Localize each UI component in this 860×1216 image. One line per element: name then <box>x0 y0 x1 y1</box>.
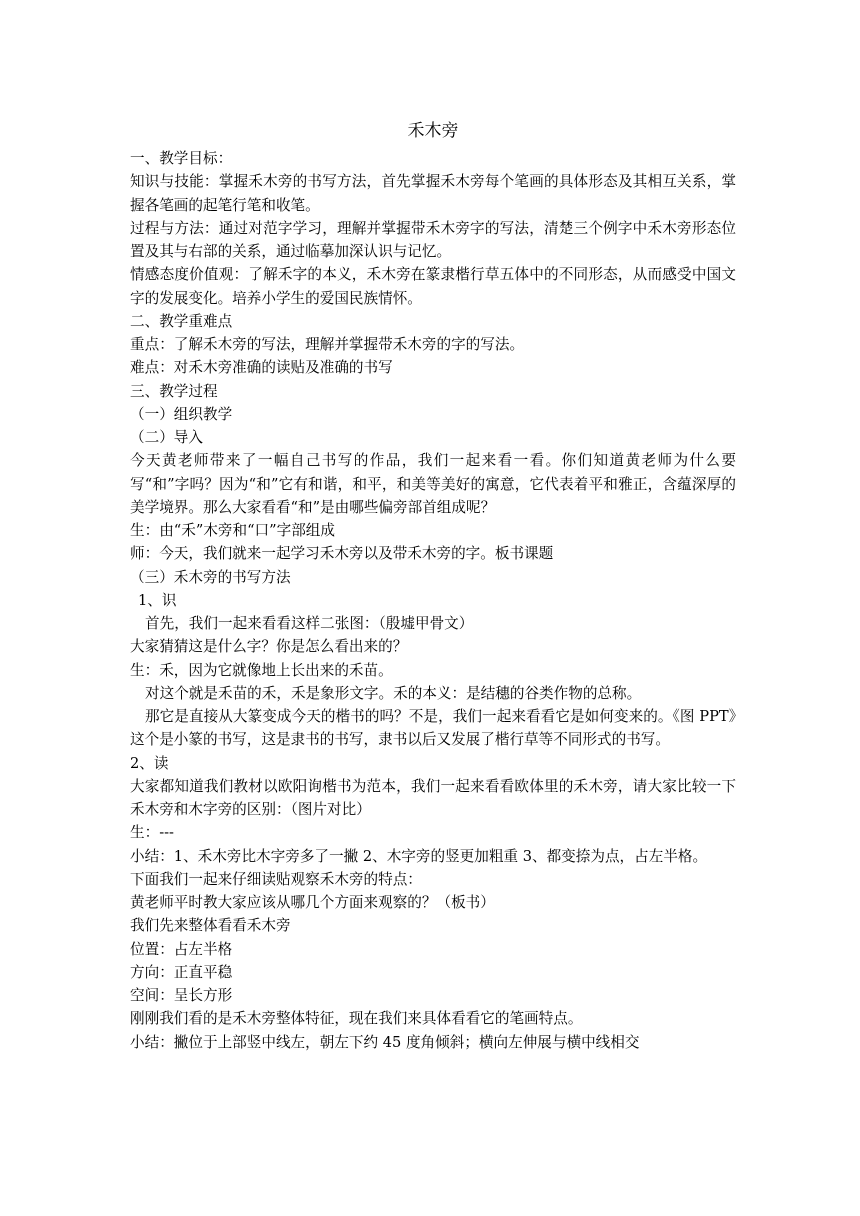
document-body <box>130 147 736 1054</box>
text-line: 生：禾，因为它就像地上长出来的禾苗。 <box>130 661 393 679</box>
text-line: 我们先来整体看看禾木旁 <box>130 917 291 935</box>
text-paragraph: 知识与技能：掌握禾木旁的书写方法，首先掌握禾木旁每个笔画的具体形态及其相互关系，掌握各笔画的起笔行笔和收笔。 <box>130 173 736 214</box>
text-line: 空间：呈长方形 <box>130 987 233 1004</box>
text-line: 师：今天，我们就来一起学习禾木旁以及带禾木旁的字。板书课题 <box>130 545 554 563</box>
text-line: （三）禾木旁的书写方法 <box>130 568 291 586</box>
text-line: 下面我们一起来仔细读贴观察禾木旁的特点： <box>130 870 422 888</box>
text-paragraph: 过程与方法：通过对范字学习，理解并掌握带禾木旁字的写法，清楚三个例字中禾木旁形态位置及其与右部的关系，通过临摹加深认识与记忆。 <box>130 219 736 260</box>
document-page <box>130 116 736 1054</box>
text-line: 大家猜猜这是什么字？你是怎么看出来的？ <box>130 638 408 656</box>
text-paragraph: 情感态度价值观：了解禾字的本义，禾木旁在篆隶楷行草五体中的不同形态，从而感受中国文字的发展变化。培养小学生的爱国民族情怀。 <box>130 266 736 307</box>
text-line: 重点：了解禾木旁的写法，理解并掌握带禾木旁的字的写法。 <box>130 336 525 353</box>
text-line: 小结：撇位于上部竖中线左，朝左下约 45 度角倾斜；横向左伸展与横中线相交 <box>130 1033 640 1051</box>
text-line: 生：由“禾”木旁和“口”字部组成 <box>130 522 335 539</box>
text-line: 二、教学重难点 <box>130 312 233 330</box>
text-line: 对这个就是禾苗的禾，禾是象形文字。禾的本义：是结穗的谷类作物的总称。 <box>145 684 642 702</box>
text-line: 生：--- <box>130 824 174 842</box>
text-line: 位置：占左半格 <box>130 940 233 958</box>
document-title: 禾木旁 <box>407 121 459 141</box>
text-line: 2、读 <box>130 754 169 772</box>
text-line: 黄老师平时教大家应该从哪几个方面来观察的？（板书） <box>130 894 495 911</box>
text-line: （一）组织教学 <box>130 405 233 423</box>
text-line: 刚刚我们看的是禾木旁整体特征，现在我们来具体看看它的笔画特点。 <box>130 1010 583 1028</box>
text-line: （二）导入 <box>130 429 203 446</box>
text-line: 1、识 <box>138 591 177 609</box>
text-line: 方向：正直平稳 <box>130 963 233 981</box>
text-paragraph: 小结：1、禾木旁比木字旁多了一撇 2、木字旁的竖更加粗重 3、都变捺为点，占左半格。 <box>130 847 708 865</box>
text-line: 首先，我们一起来看看这样二张图：（殷墟甲骨文） <box>145 615 474 632</box>
text-paragraph: 那它是直接从大篆变成今天的楷书的吗？不是，我们一起来看看它是如何变来的。《图 PPT》这个是小篆的书写，这是隶书的书写，隶书以后又发展了楷行草等不同形式的书写。 <box>130 708 736 749</box>
text-line: 一、教学目标： <box>130 150 233 167</box>
text-line: 难点：对禾木旁准确的读贴及准确的书写 <box>130 359 393 377</box>
text-paragraph: 大家都知道我们教材以欧阳询楷书为范本，我们一起来看看欧体里的禾木旁，请大家比较一下禾木旁和木字旁的区别：（图片对比） <box>130 777 736 818</box>
text-line: 三、教学过程 <box>130 382 218 400</box>
text-paragraph: 今天黄老师带来了一幅自己书写的作品，我们一起来看一看。你们知道黄老师为什么要写“和”字吗？因为“和”它有和谐，和平，和美等美好的寓意，它代表着平和雅正，含蕴深厚的美学境界。那么大家看看“和”是由哪些偏旁部首组成呢？ <box>130 452 736 516</box>
